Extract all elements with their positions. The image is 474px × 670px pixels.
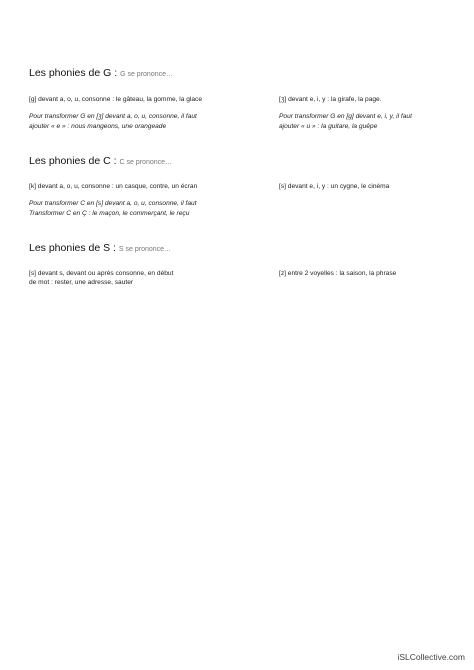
section-subtitle-s: S se prononce… <box>118 246 172 253</box>
section-c-left-column <box>29 182 254 218</box>
watermark-footer: iSLCollective.com <box>397 652 465 662</box>
c-transform-line-2: Transformer C en Ç : le maçon, le commerçant, le reçu <box>29 209 190 217</box>
section-g-left-column <box>29 95 254 131</box>
g-hard-rule: [g] devant a, o, u, consonne : le gâteau, la gomme, la glace <box>29 96 203 103</box>
section-title-g <box>29 67 173 79</box>
g-soft-rule: [ʒ] devant e, i, y : la girafe, la page. <box>279 96 382 103</box>
section-g-right-column <box>279 95 454 131</box>
g-transform-line-1: Pour transformer G en [ʒ] devant a, o, u, consonne, il faut <box>29 113 197 121</box>
s-rule-line-1: [s] devant s, devant ou après consonne, en début <box>29 270 174 277</box>
g-soft-transform-line-2: ajouter « u » : la guitare, la guêpe <box>279 122 378 130</box>
section-c-right-column <box>279 182 454 191</box>
section-subtitle-c: C se prononce… <box>119 159 173 166</box>
section-subtitle-g: G se prononce… <box>120 71 173 78</box>
g-soft-transform-line-1: Pour transformer G en [g] devant e, i, y, il faut <box>279 113 412 121</box>
section-s-right-column <box>279 269 454 278</box>
c-soft-rule: [s] devant e, i, y : un cygne, le cinéma <box>279 183 390 190</box>
section-title-g-text: Les phonies de G : <box>29 67 118 79</box>
c-transform-line-1: Pour transformer C en [s] devant a, o, u, consonne, il faut <box>29 200 197 208</box>
s-z-rule: [z] entre 2 voyelles : la saison, la phrase <box>279 270 397 277</box>
section-title-s <box>29 242 171 254</box>
c-hard-rule: [k] devant a, o, u, consonne : un casque, contre, un écran <box>29 183 198 190</box>
s-rule-line-2: de mot : rester, une adresse, sauter <box>29 279 134 287</box>
section-title-c <box>29 155 172 167</box>
g-transform-line-2: ajouter « e » : nous mangeons, une orangeade <box>29 122 167 130</box>
section-s-left-column <box>29 269 254 288</box>
section-title-c-text: Les phonies de C : <box>29 155 117 167</box>
section-title-s-text: Les phonies de S : <box>29 242 116 254</box>
